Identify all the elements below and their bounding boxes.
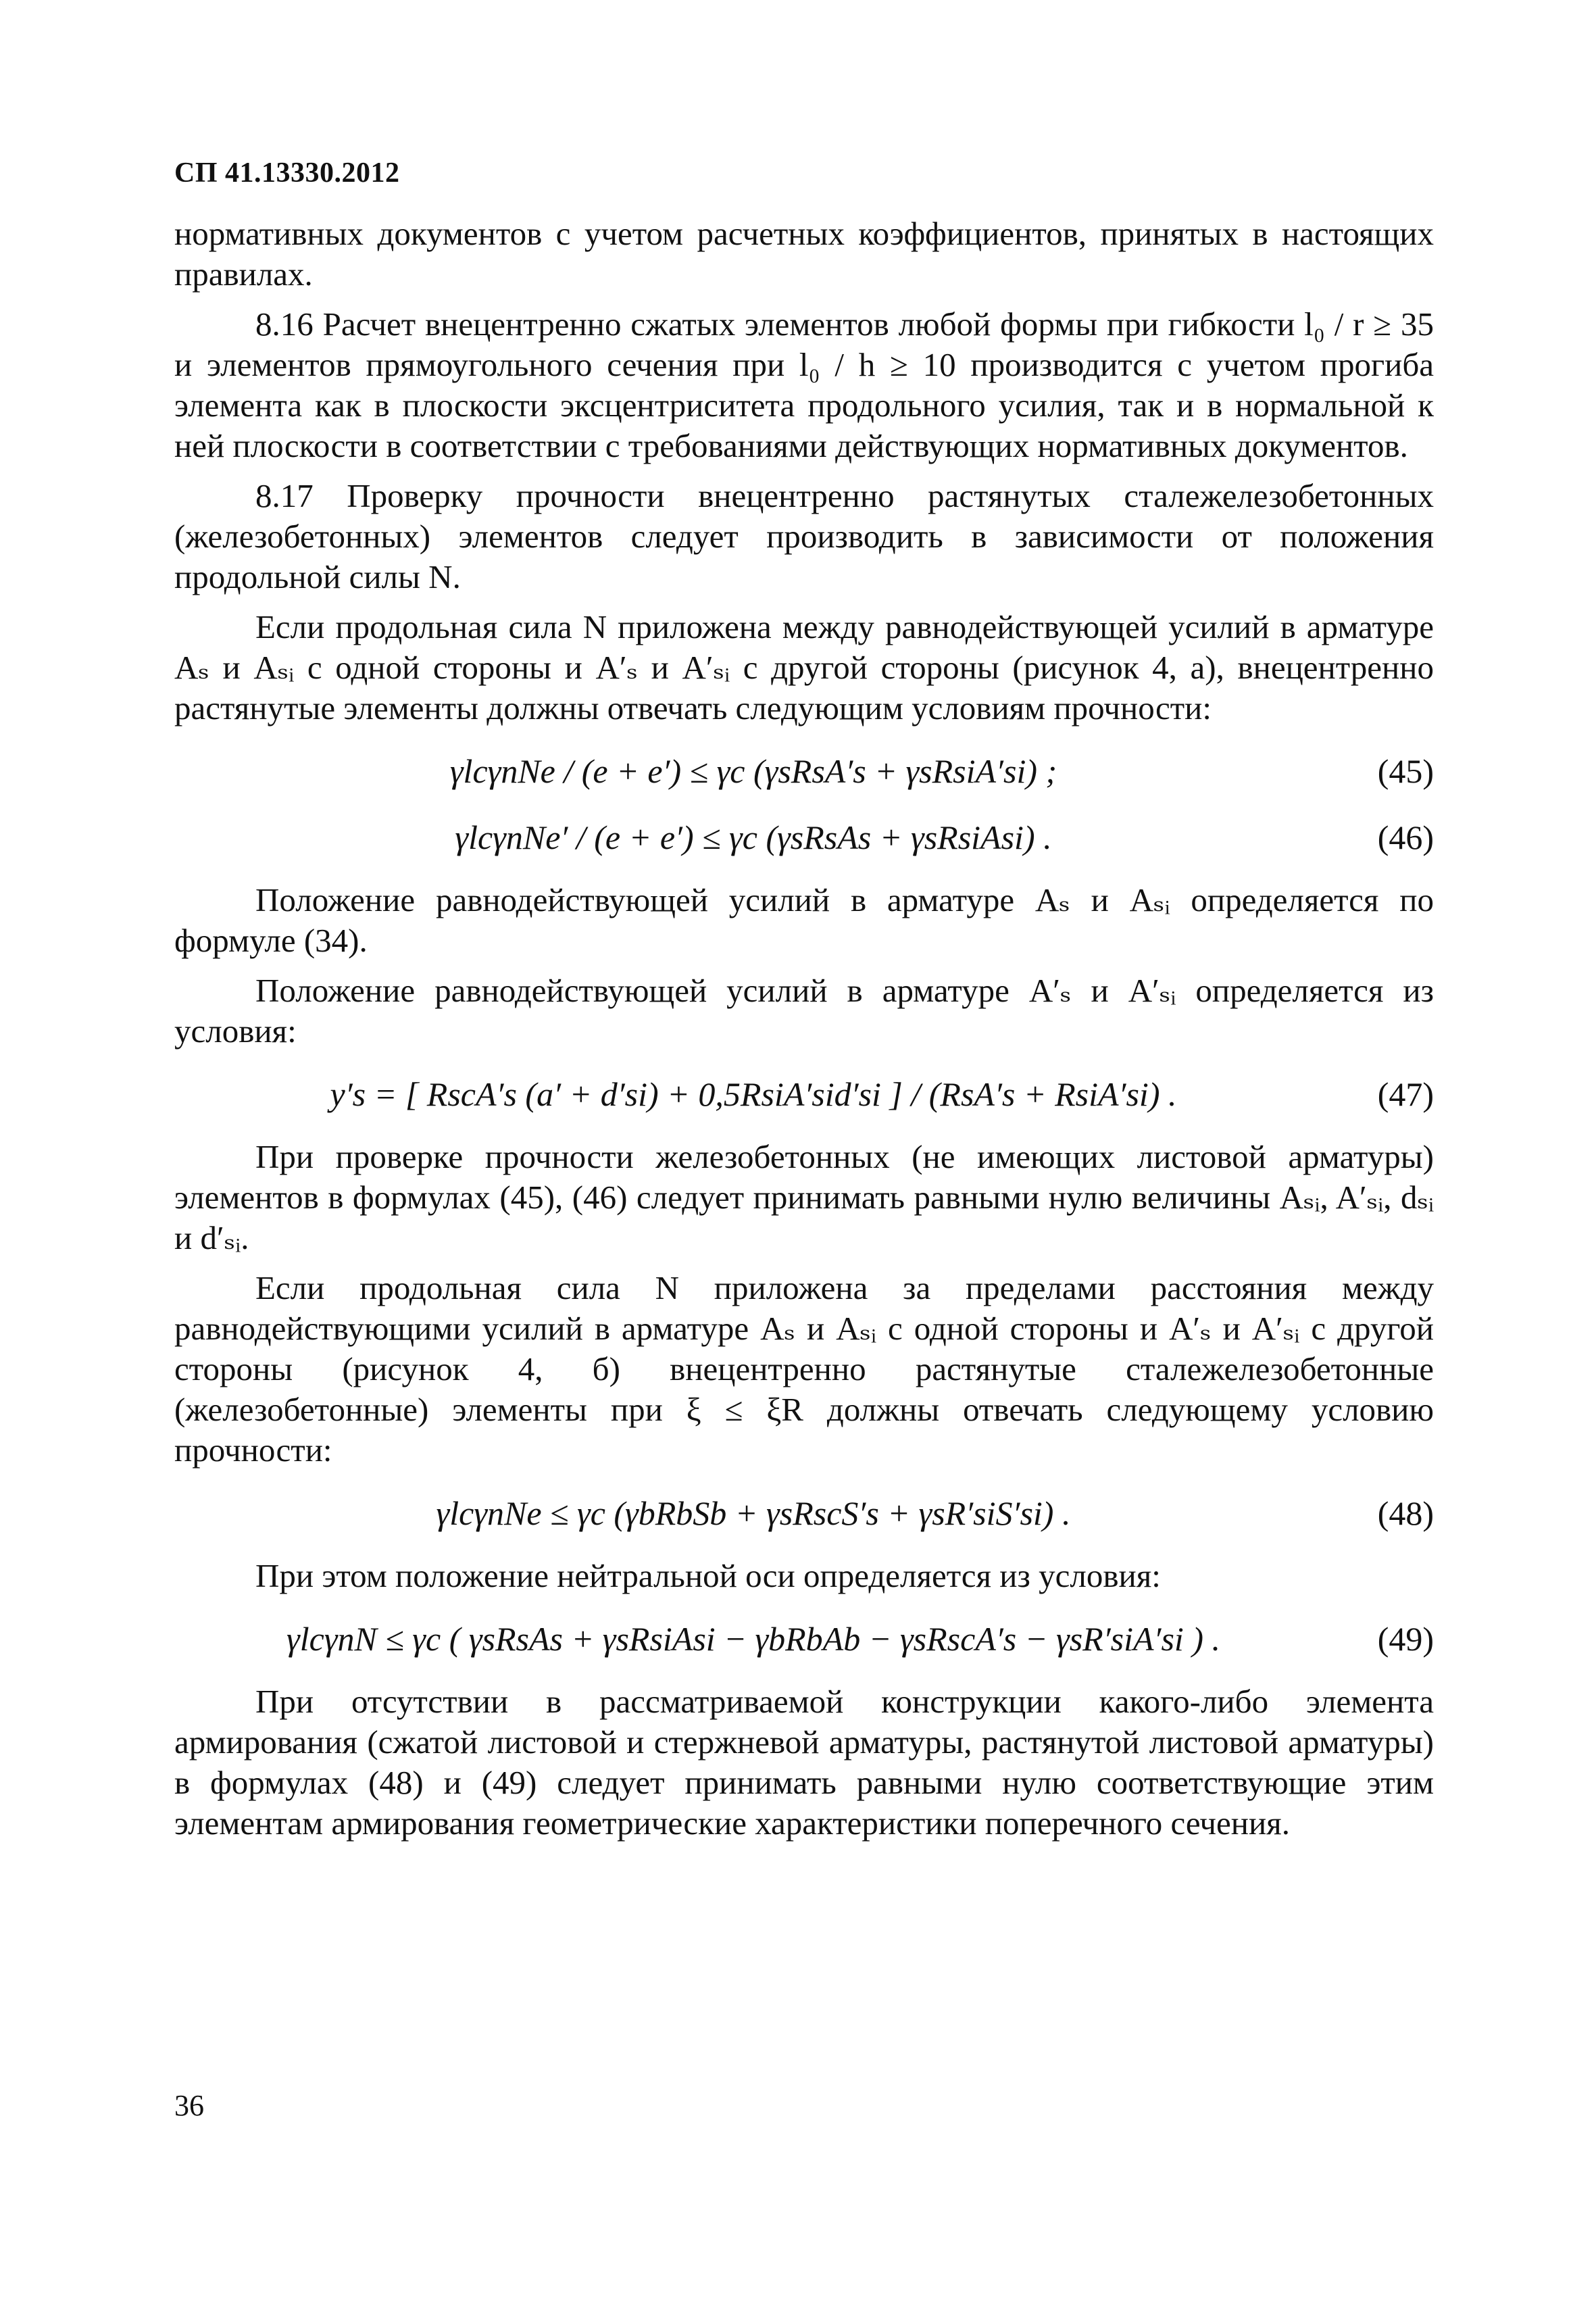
paragraph-reinforced-concrete: При проверке прочности железобетонных (не имеющих листовой арматуры) элементов в формулах (45), (46) следует принимать равными нулю величины Aₛᵢ, A′ₛᵢ, dₛᵢ и d′ₛᵢ. (174, 1138, 1434, 1256)
paragraph-resultant-as-prime: Положение равнодействующей усилий в арматуре A′ₛ и A′ₛᵢ определяется из условия: (174, 972, 1434, 1050)
paragraph-resultant-as: Положение равнодействующей усилий в арматуре Aₛ и Aₛᵢ определяется по формуле (34). (174, 881, 1434, 959)
page-number: 36 (174, 2089, 204, 2122)
formula-45-expression: γlcγnNe / (e + e′) ≤ γc (γsRsA′s + γsRsiA′si) ; (449, 752, 1057, 790)
formula-46 (174, 814, 1434, 861)
formula-47-number: (47) (1377, 1075, 1434, 1113)
paragraph-neutral-axis: При этом положение нейтральной оси определяется из условия: (255, 1557, 1161, 1594)
formula-48-expression: γlcγnNe ≤ γc (γbRbSb + γsRscS′s + γsR′siS′si) . (436, 1494, 1071, 1532)
formula-46-number: (46) (1377, 818, 1434, 856)
formula-45-number: (45) (1377, 752, 1434, 790)
paragraph-continuation: нормативных документов с учетом расчетных коэффициентов, принятых в настоящих правилах. (174, 215, 1434, 293)
document-body (174, 214, 1434, 1844)
formula-48 (174, 1490, 1434, 1537)
formula-47 (174, 1070, 1434, 1118)
paragraph-8-16: 8.16 Расчет внецентренно сжатых элементов любой формы при гибкости l₀ / r ≥ 35 и элементов прямоугольного сечения при l₀ / h ≥ 10 производится с учетом прогиба элемента как в плоскости эксцентриситета продольного усилия, так и в нормальной к ней плоскости в соответствии с требованиями действующих нормативных документов. (174, 305, 1434, 464)
paragraph-8-17: 8.17 Проверку прочности внецентренно растянутых сталежелезобетонных (железобетонных) элементов следует производить в зависимости от положения продольной силы N. (174, 477, 1434, 595)
document-code-header: СП 41.13330.2012 (174, 157, 400, 189)
formula-49 (174, 1615, 1434, 1663)
formula-45 (174, 747, 1434, 795)
formula-46-expression: γlcγnNe′ / (e + e′) ≤ γc (γsRsAs + γsRsiAsi) . (455, 818, 1052, 856)
formula-47-expression: y′s = [ RscA′s (a′ + d′si) + 0,5RsiA′sid′si ] / (RsA′s + RsiA′si) . (330, 1075, 1177, 1113)
formula-48-number: (48) (1377, 1494, 1434, 1532)
paragraph-force-between: Если продольная сила N приложена между равнодействующей усилий в арматуре Aₛ и Aₛᵢ с одной стороны и A′ₛ и A′ₛᵢ с другой стороны (рисунок 4, а), внецентренно растянутые элементы должны отвечать следующим условиям прочности: (174, 608, 1434, 727)
paragraph-absence-reinforcement: При отсутствии в рассматриваемой конструкции какого-либо элемента армирования (сжатой листовой и стержневой арматуры, растянутой листовой арматуры) в формулах (48) и (49) следует принимать равными нулю соответствующие этим элементам армирования геометрические характеристики поперечного сечения. (174, 1683, 1434, 1842)
formula-49-expression: γlcγnN ≤ γc ( γsRsAs + γsRsiAsi − γbRbAb − γsRscA′s − γsR′siA′si ) . (286, 1620, 1220, 1658)
formula-49-number: (49) (1377, 1620, 1434, 1658)
paragraph-force-outside: Если продольная сила N приложена за пределами расстояния между равнодействующими усилий в арматуре Aₛ и Aₛᵢ с одной стороны и A′ₛ и A′ₛᵢ с другой стороны (рисунок 4, б) внецентренно растянутые сталежелезобетонные (железобетонные) элементы при ξ ≤ ξR должны отвечать следующему условию прочности: (174, 1269, 1434, 1469)
